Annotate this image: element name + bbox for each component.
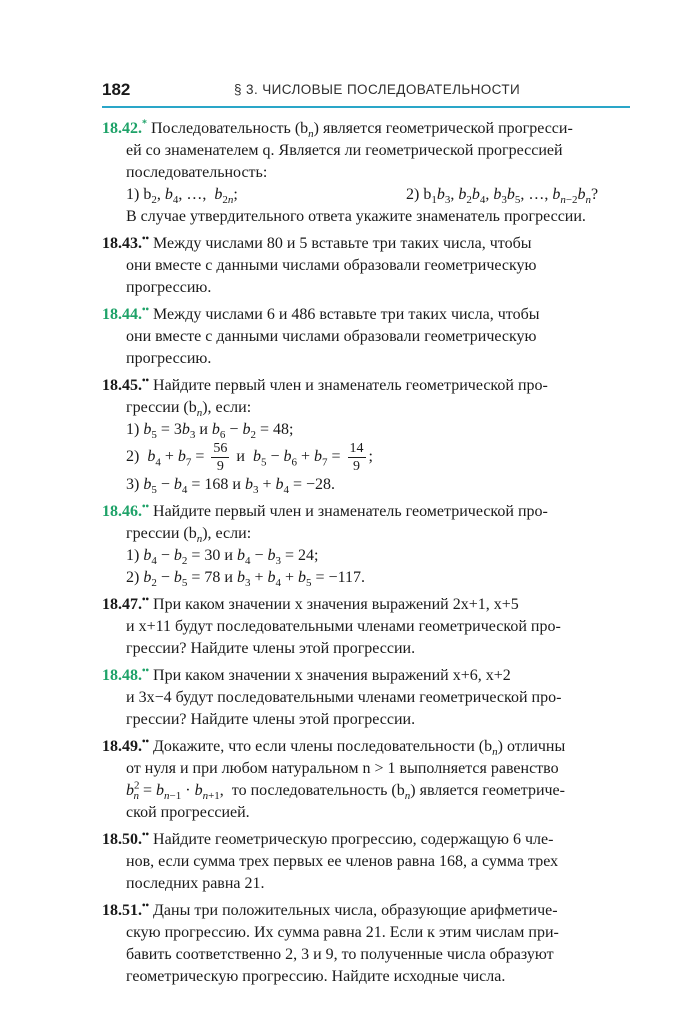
problem-number: 18.50.•• <box>102 829 150 848</box>
problem-number: 18.47.•• <box>102 594 150 613</box>
fraction: $\frac{14}{9}$ <box>349 441 364 474</box>
option-2: 2) $b_1b_3$, $b_2b_4$, $b_3b_5$, …, $b_{n-2}b_n$? <box>406 186 599 207</box>
problem-18-47: 18.47.•• При каком значении x значения выражений 2x+1, x+5 и x+11 будут последовательными членами геометрической про- грессии? Найдите члены этой прогрессии. <box>102 594 561 657</box>
problem-18-45: 18.45.•• Найдите первый член и знаменатель геометрической про- грессии $(b_n)$, если: 1) $b_5 = 3b_3$ и $b_6 - b_2 = 48$; 2) $b_4 + b_7$ = $\frac{56}{9}$ и $b_5 - b_6 + b_7$ = $\frac{14}{9}$ ; 3) $b_5 - b_4 = 168$ и $b_3 + b_4 = -28$. <box>102 375 630 496</box>
condition-1: 1) $b_5 = 3b_3$ и $b_6 - b_2 = 48$; <box>126 421 294 442</box>
problem-number: 18.48.•• <box>102 665 150 684</box>
problem-18-42: 18.42.* Последовательность $(b_n)$ является геометрической прогресси- ей со знаменателем q. Является ли геометрической прогрессией последовательность: 1) $b_2$, $b_4$, …, $b_{2n}$; 2) $b_1b_3$, $b_2b_4$, $b_3b_5$, …, $b_{n-2}b_n$? В случае утвердительного ответа укажите знаменатель прогрессии. <box>102 118 630 228</box>
problem-number: 18.42.* <box>102 118 147 137</box>
page-header <box>102 78 630 108</box>
condition-2: 2) $b_2 - b_5 = 78$ и $b_3 + b_4 + b_5 = -117$. <box>126 569 365 590</box>
problem-18-49: 18.49.•• Докажите, что если члены последовательности $(b_n)$ отличны от нуля и при любом натуральном n > 1 выполняется равенство $b^2_n = b_{n-1} \cdot b_{n+1}$, то последовательность $(b_n)$ является геометриче- ской прогрессией. <box>102 736 630 824</box>
problem-18-48: 18.48.•• При каком значении x значения выражений x+6, x+2 и 3x−4 будут последовательными членами геометрической про- грессии? Найдите члены этой прогрессии. <box>102 665 562 728</box>
problem-options <box>102 184 630 206</box>
problem-18-46: 18.46.•• Найдите первый член и знаменатель геометрической про- грессии $(b_n)$, если: 1) $b_4 - b_2 = 30$ и $b_4 - b_3 = 24$; 2) $b_2 - b_5 = 78$ и $b_3 + b_4 + b_5 = -117$. <box>102 501 630 589</box>
problem-18-44: 18.44.•• Между числами 6 и 486 вставьте три таких числа, чтобы они вместе с данными числами образовали геометрическую прогрессию. <box>102 304 540 367</box>
condition-2: 2) $b_4 + b_7$ = $\frac{56}{9}$ и $b_5 - b_6 + b_7$ = $\frac{14}{9}$ ; <box>126 441 373 474</box>
condition-3: 3) $b_5 - b_4 = 168$ и $b_3 + b_4 = -28$. <box>126 476 336 497</box>
problem-number: 18.45.•• <box>102 375 150 394</box>
problem-number: 18.46.•• <box>102 501 150 520</box>
problem-number: 18.49.•• <box>102 736 150 755</box>
problem-18-43: 18.43.•• Между числами 80 и 5 вставьте три таких числа, чтобы они вместе с данными числами образовали геометрическую прогрессию. <box>102 233 537 296</box>
page-number: 182 <box>102 80 131 99</box>
problem-list <box>102 118 630 993</box>
problem-number: 18.51.•• <box>102 900 150 919</box>
condition-1: 1) $b_4 - b_2 = 30$ и $b_4 - b_3 = 24$; <box>126 547 319 568</box>
problem-number: 18.43.•• <box>102 233 150 252</box>
fraction: $\frac{56}{9}$ <box>213 441 228 474</box>
option-1: 1) $b_2$, $b_4$, …, $b_{2n}$; <box>126 186 238 207</box>
problem-18-50: 18.50.•• Найдите геометрическую прогрессию, содержащую 6 чле- нов, если сумма трех первых ее членов равна 168, а сумма трех последних равна 21. <box>102 829 559 892</box>
formula-line: $b^2_n = b_{n-1} \cdot b_{n+1}$, то последовательность $(b_n)$ является геометриче- <box>126 779 565 803</box>
problem-number: 18.44.•• <box>102 304 150 323</box>
section-title: § 3. ЧИСЛОВЫЕ ПОСЛЕДОВАТЕЛЬНОСТИ <box>234 82 521 97</box>
problem-18-51: 18.51.•• Даны три положительных числа, образующие арифметиче- скую прогрессию. Их сумма равна 21. Если к этим числам при- бавить соответственно 2, 3 и 9, то полученные числа образуют геометрическую прогрессию. Найдите исходные числа. <box>102 900 559 985</box>
